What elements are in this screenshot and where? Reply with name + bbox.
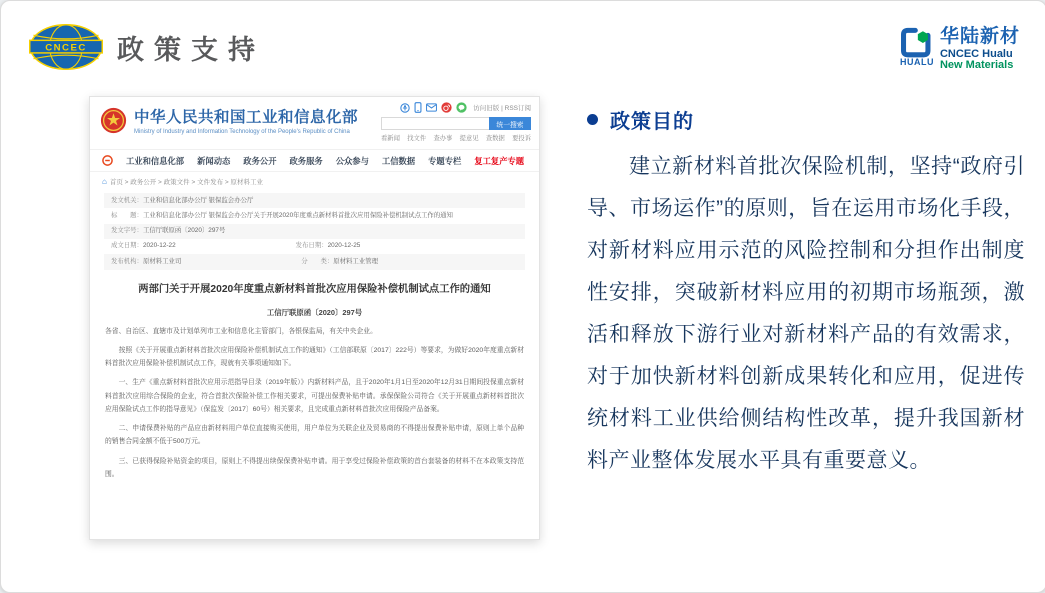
breadcrumb-path[interactable]: 首页 > 政务公开 > 政策文件 > 文件发布 > 原材料工业: [109, 179, 263, 186]
hualu-logo-icon: [900, 27, 934, 59]
ministry-title: 中华人民共和国工业和信息化部: [134, 109, 359, 126]
quick-link-files[interactable]: 找文件: [407, 135, 427, 142]
doc-paragraph: 一、生产《重点新材料首批次应用示范指导目录（2019年版）》内新材料产品，且于2020年1月1日至2020年12月31日期间投保重点新材料首批次应用综合保险的企业，符合首批次保险补偿工作相关要求，可提出保费补贴申请。承保保险公司符合《关于开展重点新材料首批次应用保险试点工作的指导意见》（保监发〔2017〕60号）相关要求，且完成重点新材料首批次应用保险产品备案。: [105, 379, 524, 413]
quick-link-services[interactable]: 查办事: [433, 135, 453, 142]
hualu-name-en1: CNCEC Hualu: [939, 47, 1013, 60]
ministry-title-en: Ministry of Industry and Information Technology of the People's Republic of China: [134, 129, 350, 135]
miit-e-icon: [102, 155, 113, 166]
quick-link-suggest[interactable]: 提意见: [459, 135, 479, 142]
slide-header: [29, 23, 265, 71]
policy-purpose-heading: 政策目的: [610, 111, 694, 133]
meta-row-dates: 成文日期： 2020-12-22 发布日期： 2020-12-25: [111, 242, 361, 250]
meta-row-number: 发文字号： 工信厅联原函〔2020〕297号: [104, 224, 525, 239]
doc-number: 工信厅联原函〔2020〕297号: [266, 307, 363, 317]
doc-paragraph: 三、已获得保险补贴资金的项目，原则上不得提出续保保费补贴申请。用于享受过保险补偿政策的首台套装备的材料不在本政策支持范围。: [105, 457, 524, 478]
doc-paragraph: 按照《关于开展重点新材料首批次应用保险补偿机制试点工作的通知》（工信部联原〔2017〕222号）等要求，为做好2020年度重点新材料首批次应用保险补偿机制试点工作，现就有关事项通知如下。: [105, 346, 524, 368]
cncec-logo-icon: [29, 23, 103, 71]
nav-item-gov-service[interactable]: 政务服务: [289, 155, 323, 166]
site-header: [90, 97, 539, 150]
policy-purpose-body: 建立新材料首批次保险机制，坚持“政府引导、市场运作”的原则，旨在运用市场化手段，对新材料应用示范的风险控制和分担作出制度性安排，突破新材料应用的初期市场瓶颈，激活和释放下游行业对新材料产品的有效需求，对于加快新材料创新成果转化和应用，促进传统材料工业供给侧结构性改革，提升我国新材料产业整体发展水平具有重要意义。: [587, 155, 1025, 472]
hualu-logo: [900, 27, 1020, 72]
weibo-icon[interactable]: [441, 102, 452, 113]
cncec-logo-text: CNCEC: [45, 42, 87, 54]
meta-row-title: 标 题： 工业和信息化部办公厅 银保监会办公厅关于开展2020年度重点新材料首批次应用保险补偿机制试点工作的通知: [111, 211, 453, 219]
website-screenshot: [89, 96, 540, 540]
old-version-link[interactable]: 访问旧版: [473, 105, 500, 112]
search-button[interactable]: 统一搜索: [489, 117, 531, 130]
mobile-icon[interactable]: [414, 102, 422, 113]
national-emblem-icon: [100, 107, 127, 134]
nav-item-miit[interactable]: 工业和信息化部: [126, 155, 185, 166]
quick-link-data[interactable]: 查数据: [485, 135, 505, 142]
nav-item-topics[interactable]: 专题专栏: [428, 155, 462, 166]
accessibility-icon[interactable]: [400, 103, 410, 113]
breadcrumb: [90, 172, 539, 189]
nav-item-gov-open[interactable]: 政务公开: [243, 155, 277, 166]
policy-purpose-panel: [587, 105, 1025, 482]
hualu-mark-label: HUALU: [899, 57, 934, 67]
quick-links: [381, 133, 531, 142]
mail-icon[interactable]: [426, 103, 437, 112]
meta-row-issuer: 发文机关： 工业和信息化部办公厅 银保监会办公厅: [104, 193, 525, 208]
wechat-icon[interactable]: [456, 102, 467, 113]
doc-paragraph: 二、申请保费补贴的产品应由新材料用户单位直接购买使用，用户单位为关联企业及贸易商的不得提出保费补贴申请，原则上单个品种的销售合同金额不低于500万元。: [105, 425, 524, 446]
nav-item-public[interactable]: 公众参与: [335, 155, 369, 166]
nav-item-data[interactable]: 工信数据: [381, 155, 416, 166]
site-nav: [90, 150, 539, 172]
bullet-icon: [587, 114, 598, 125]
slide-title: 政策支持: [117, 34, 265, 66]
meta-row-org: 发布机构： 原材料工业司 分 类： 原材料工业管理: [104, 254, 525, 269]
nav-item-resume-work[interactable]: 复工复产专题: [474, 155, 525, 166]
doc-paragraph: 各省、自治区、直辖市及计划单列市工业和信息化主管部门，各银保监局，有关中央企业。: [105, 327, 377, 335]
nav-item-news[interactable]: 新闻动态: [197, 155, 231, 166]
quick-link-news[interactable]: 看新闻: [381, 135, 400, 142]
rss-link[interactable]: RSS订阅: [504, 105, 531, 112]
hualu-name-cn: 华陆新材: [939, 26, 1020, 47]
quick-link-complaint[interactable]: 要投诉: [512, 135, 531, 142]
doc-title: 两部门关于开展2020年度重点新材料首批次应用保险补偿机制试点工作的通知: [138, 283, 491, 295]
hualu-name-en2: New Materials: [939, 59, 1014, 72]
search-input[interactable]: [381, 117, 489, 130]
doc-body: [105, 325, 524, 482]
home-icon[interactable]: ⌂: [102, 176, 107, 186]
tools-divider: |: [501, 105, 503, 112]
doc-meta-table: [104, 193, 525, 270]
